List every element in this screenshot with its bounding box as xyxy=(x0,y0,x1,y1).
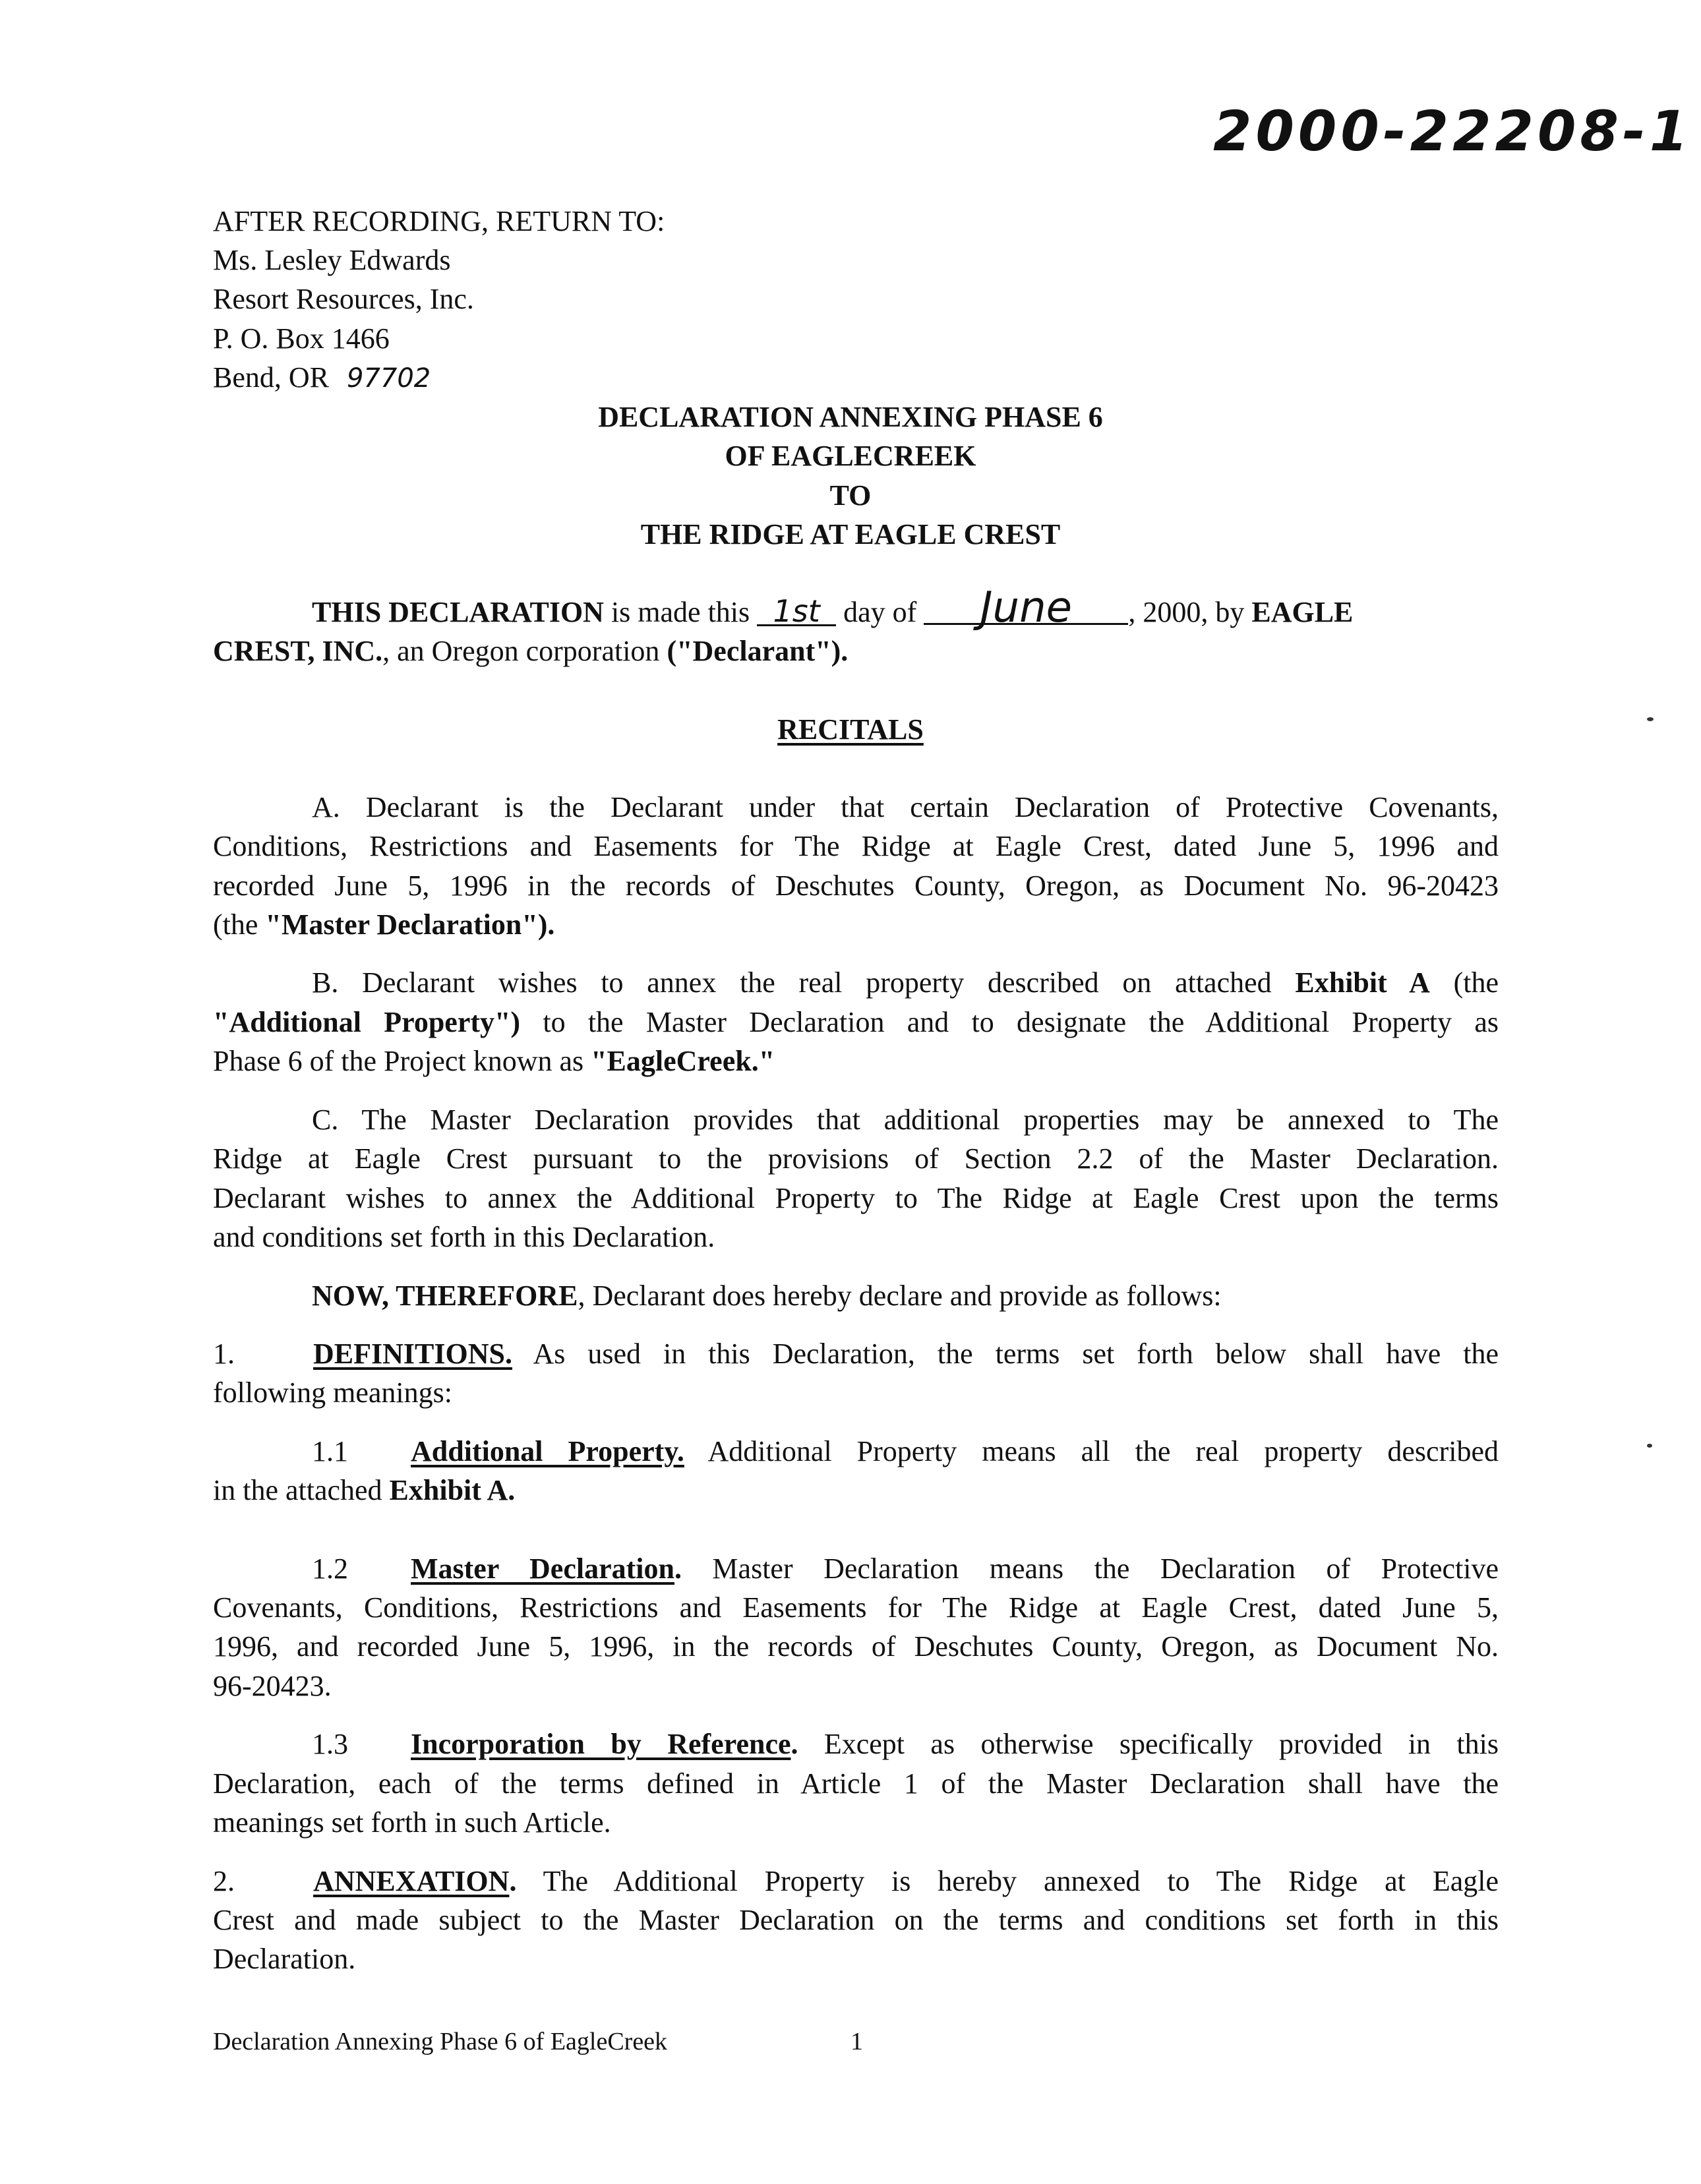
def-1-2-line-4: 96-20423. xyxy=(213,1670,332,1702)
def-1-1-text-2a: in the attached xyxy=(213,1474,390,1506)
now-therefore-lead: NOW, THEREFORE xyxy=(312,1280,578,1312)
recital-b-line-3 xyxy=(213,1042,1499,1080)
recital-a-text-1: A. Declarant is the Declarant under that certain Declaration of Protective Covenants, xyxy=(312,791,1499,823)
intro-declarant: ("Declarant"). xyxy=(667,635,849,667)
recital-a-master-declaration: "Master Declaration"). xyxy=(265,908,555,941)
title-line-1: DECLARATION ANNEXING PHASE 6 xyxy=(598,401,1103,433)
return-to-po-box: P. O. Box 1466 xyxy=(213,322,390,355)
title-line-2: OF EAGLECREEK xyxy=(725,440,976,472)
section-2-line-2: Crest and made subject to the Master Declaration on the terms and conditions set forth in this xyxy=(213,1904,1499,1936)
intro-text-1: is made this xyxy=(603,596,758,628)
def-1-2-heading: Master Declaration xyxy=(411,1552,674,1585)
intro-line-1 xyxy=(213,583,1499,632)
section-2-number: 2. xyxy=(213,1865,235,1897)
def-1-3-text-1: Except as otherwise specifically provided in this xyxy=(798,1728,1499,1760)
def-1-3-heading: Incorporation by Reference xyxy=(411,1728,791,1760)
title-line-3: TO xyxy=(829,479,872,512)
recital-c-line-4: and conditions set forth in this Declaration. xyxy=(213,1221,715,1253)
title-line-4: THE RIDGE AT EAGLE CREST xyxy=(640,518,1061,550)
document-number-handwritten: 2000-22208-1 xyxy=(1213,99,1692,163)
recital-c-line-2: Ridge at Eagle Crest pursuant to the provisions of Section 2.2 of the Master Declaration. xyxy=(213,1142,1499,1175)
recital-b-text-2b: to the Master Declaration and to designate the Additional Property as xyxy=(520,1006,1499,1038)
section-1-text-1: As used in this Declaration, the terms set forth below shall have the xyxy=(512,1338,1499,1370)
recital-b-text-1c: (the xyxy=(1429,966,1499,999)
def-1-1-number: 1.1 xyxy=(312,1435,348,1467)
def-1-3-number: 1.3 xyxy=(312,1728,348,1760)
def-1-2-text-1: Master Declaration means the Declaration of Protective xyxy=(681,1552,1499,1585)
def-1-3-period: . xyxy=(791,1728,798,1760)
scan-speck xyxy=(1647,1444,1652,1448)
scan-speck xyxy=(1647,717,1654,721)
section-2-line-1 xyxy=(213,1862,1499,1901)
return-to-heading: AFTER RECORDING, RETURN TO: xyxy=(213,205,665,237)
footer-title: Declaration Annexing Phase 6 of EagleCreek xyxy=(213,2028,668,2055)
intro-month-handwritten: June xyxy=(924,593,1128,625)
def-1-2-period: . xyxy=(674,1552,682,1585)
recital-a-text-4: (the xyxy=(213,908,266,941)
recital-b-exhibit-a: Exhibit A xyxy=(1295,966,1430,999)
return-to-name: Ms. Lesley Edwards xyxy=(213,244,451,276)
def-1-2-line-2: Covenants, Conditions, Restrictions and Easements for The Ridge at Eagle Crest, dated June 5, xyxy=(213,1591,1499,1624)
return-to-city xyxy=(213,358,431,398)
def-1-1-line-1 xyxy=(213,1432,1499,1471)
recital-a-line-4 xyxy=(213,905,1499,944)
section-1-line-1 xyxy=(213,1334,1499,1373)
def-1-3-line-1 xyxy=(213,1725,1499,1763)
section-2-line-3: Declaration. xyxy=(213,1943,356,1975)
recital-a-line-2: Conditions, Restrictions and Easements for The Ridge at Eagle Crest, dated June 5, 1996 and xyxy=(213,830,1499,862)
section-1-number: 1. xyxy=(213,1338,235,1370)
section-1-line-2: following meanings: xyxy=(213,1376,452,1409)
def-1-3-line-3: meanings set forth in such Article. xyxy=(213,1806,611,1839)
intro-text-2: day of xyxy=(836,596,924,628)
def-1-1-text-1: Additional Property means all the real property described xyxy=(684,1435,1499,1467)
section-2-text-1: The Additional Property is hereby annexed to The Ridge at Eagle xyxy=(516,1865,1499,1897)
recitals-heading: RECITALS xyxy=(777,713,924,746)
now-therefore-text: , Declarant does hereby declare and provide as follows: xyxy=(578,1280,1222,1312)
now-therefore xyxy=(213,1276,1499,1315)
recital-c-text-1: C. The Master Declaration provides that additional properties may be annexed to The xyxy=(312,1104,1499,1136)
def-1-2-number: 1.2 xyxy=(312,1552,348,1585)
def-1-2-line-1 xyxy=(213,1549,1499,1588)
recital-b-text-1a: B. Declarant wishes to annex the real property described on attached xyxy=(312,966,1296,999)
def-1-3-line-2: Declaration, each of the terms defined in Article 1 of the Master Declaration shall have the xyxy=(213,1767,1499,1800)
section-1-heading: DEFINITIONS. xyxy=(313,1338,512,1370)
intro-line-2 xyxy=(213,632,1499,670)
section-2-period: . xyxy=(509,1865,517,1897)
recital-b-additional-property: "Additional Property") xyxy=(213,1006,521,1038)
def-1-1-heading: Additional Property. xyxy=(411,1435,684,1467)
def-1-2-line-3: 1996, and recorded June 5, 1996, in the records of Deschutes County, Oregon, as Document No. xyxy=(213,1630,1499,1663)
intro-day-handwritten: 1st xyxy=(757,598,836,626)
def-1-1-exhibit-a: Exhibit A. xyxy=(389,1474,516,1506)
recital-a-line-3: recorded June 5, 1996 in the records of Deschutes County, Oregon, as Document No. 96-20423 xyxy=(213,870,1499,902)
return-to-company: Resort Resources, Inc. xyxy=(213,283,474,315)
footer-page-number: 1 xyxy=(850,2028,863,2055)
intro-lead: THIS DECLARATION xyxy=(312,596,604,628)
intro-text-3: , 2000, by xyxy=(1128,596,1252,628)
recital-b-line-1 xyxy=(213,963,1499,1002)
return-to-city-state: Bend, OR xyxy=(213,361,329,394)
recital-b-text-3a: Phase 6 of the Project known as xyxy=(213,1045,591,1077)
intro-party-2: CREST, INC. xyxy=(213,635,383,667)
intro-text-4: , an Oregon corporation xyxy=(382,635,667,667)
recital-b-eaglecreek: "EagleCreek." xyxy=(591,1045,775,1077)
recital-b-line-2 xyxy=(213,1003,1499,1042)
section-2-heading: ANNEXATION xyxy=(313,1865,510,1897)
intro-party-1: EAGLE xyxy=(1251,596,1354,628)
return-to-zip-handwritten: 97702 xyxy=(347,363,431,394)
recital-c-line-3: Declarant wishes to annex the Additional Property to The Ridge at Eagle Crest upon the terms xyxy=(213,1182,1499,1214)
def-1-1-line-2 xyxy=(213,1471,1499,1510)
recital-a-line-1 xyxy=(213,788,1499,827)
recital-c-line-1 xyxy=(213,1100,1499,1139)
